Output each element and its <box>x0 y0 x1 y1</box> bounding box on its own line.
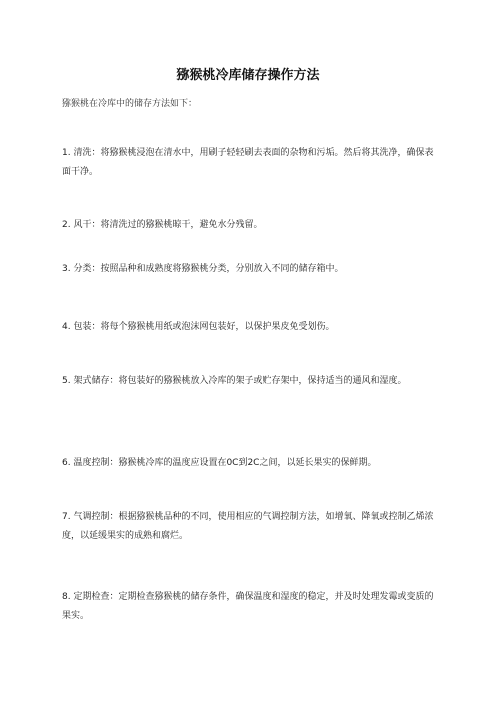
list-item <box>62 454 434 473</box>
list-item <box>62 260 434 279</box>
list-item <box>62 216 434 235</box>
list-item-text: 4. 包装：将每个猕猴桃用纸或泡沫网包装好，以保护果皮免受划伤。 <box>62 322 335 332</box>
list-item <box>62 144 434 182</box>
list-item-text: 5. 架式储存：将包装好的猕猴桃放入冷库的架子或贮存架中，保持适当的通风和湿度。 <box>62 376 407 386</box>
list-item <box>62 318 434 337</box>
list-item <box>62 588 434 626</box>
list-item <box>62 508 434 546</box>
list-item-text: 6. 温度控制：猕猴桃冷库的温度应设置在0C到2C之间，以延长果实的保鲜期。 <box>62 458 377 468</box>
list-item-text: 8. 定期检查：定期检查猕猴桃的储存条件，确保温度和湿度的稳定，并及时处理发霉或变质的果实。 <box>62 592 434 621</box>
document-title: 猕猴桃冷库储存操作方法 <box>176 68 320 83</box>
intro-text: 猕猴桃在冷库中的储存方法如下： <box>62 99 198 109</box>
list-item-text: 1. 清洗：将猕猴桃浸泡在清水中，用刷子轻轻刷去表面的杂物和污垢。然后将其洗净，确保表面干净。 <box>62 148 434 177</box>
list-item-text: 2. 风干：将清洗过的猕猴桃晾干，避免水分残留。 <box>62 220 263 230</box>
list-item-text: 7. 气调控制：根据猕猴桃品种的不同，使用相应的气调控制方法，如增氧、降氧或控制乙烯浓度，以延缓果实的成熟和腐烂。 <box>62 512 434 541</box>
list-item-text: 3. 分类：按照品种和成熟度将猕猴桃分类，分别放入不同的储存箱中。 <box>62 264 344 274</box>
list-item <box>62 372 434 391</box>
